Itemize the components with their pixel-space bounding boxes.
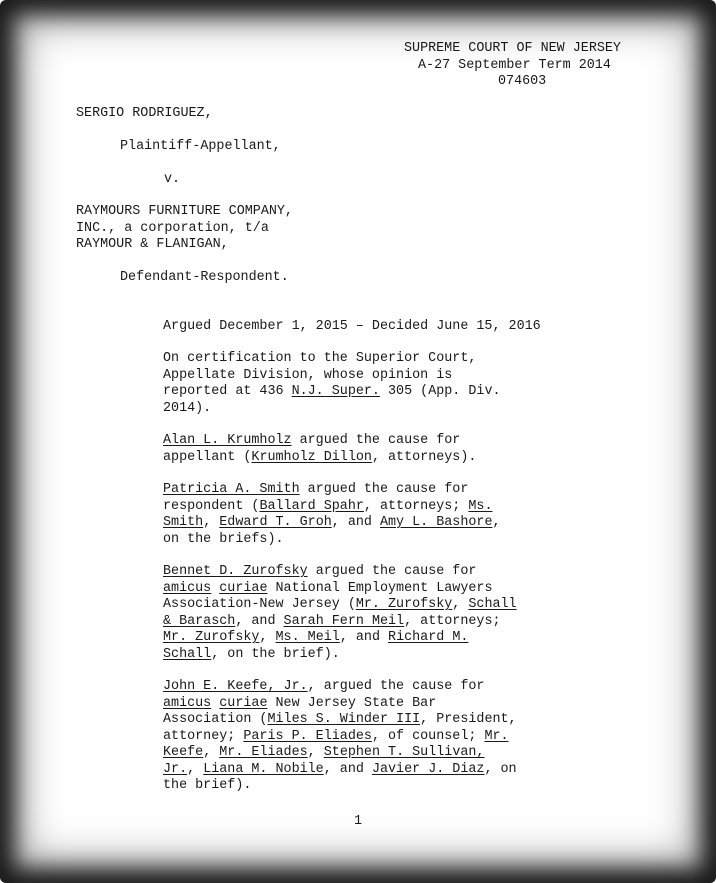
plaintiff-name: SERGIO RODRIGUEZ, [76,106,213,121]
docket-number: 074603 [498,74,547,89]
defendant-line-2: INC., a corporation, t/a [76,220,269,236]
court-name: SUPREME COURT OF NEW JERSEY [404,41,621,56]
defendant-line-3: RAYMOUR & FLANIGAN, [76,237,229,252]
document-page: SUPREME COURT OF NEW JERSEY A-27 September Term 2014 074603 SERGIO RODRIGUEZ, Plaintiff-Appellant, v. RAYMOURS FURNITURE COMPANY, INC., a corporation, t/a RAYMOUR & FLANIGAN, Defendant-Respondent. Argued December 1, 2015 – Decided June 15, 2016 On certification to the Superior Court, Appellate Division, whose opinion is reported at 436 N.J. Super. 305 (App. Div. 2014). Alan L. Krumholz argued the cause for appellant (Krumholz Dillon, attorneys). Patricia A. Smith argued the cause for respondent (Ballard Spahr, attorneys; Ms. Smith, Edward T. Groh, and Amy L. Bashore, on the briefs). Bennet D. Zurofsky argued the cause for amicus curiae National Employment Lawyers Association-New Jersey (Mr. Zurofsky, Schall & Barasch, and Sarah Fern Meil, attorneys; Mr. Zurofsky, Ms. Meil, and Richard M. Schall, on the brief). John E. Keefe, Jr., argued the cause for amicus curiae New Jersey State Bar Association (Miles S. Winder III, President, attorney; Paris P. Eliades, of counsel; Mr. Keefe, Mr. Eliades, Stephen T. Sullivan, Jr., Liana M. Nobile, and Javier J. Diaz, on the brief). 1 [0,0,716,883]
reporter-citation: N.J. Super. [291,384,380,399]
page-number: 1 [353,814,363,829]
argued-decided: Argued December 1, 2015 – Decided June 15, 2016 [163,319,541,334]
plaintiff-role: Plaintiff-Appellant, [120,139,281,154]
term-line: A-27 September Term 2014 [418,57,611,73]
defendant-line-1: RAYMOURS FURNITURE COMPANY, [76,204,293,219]
defendant-role: Defendant-Respondent. [120,270,289,285]
versus: v. [164,172,181,187]
